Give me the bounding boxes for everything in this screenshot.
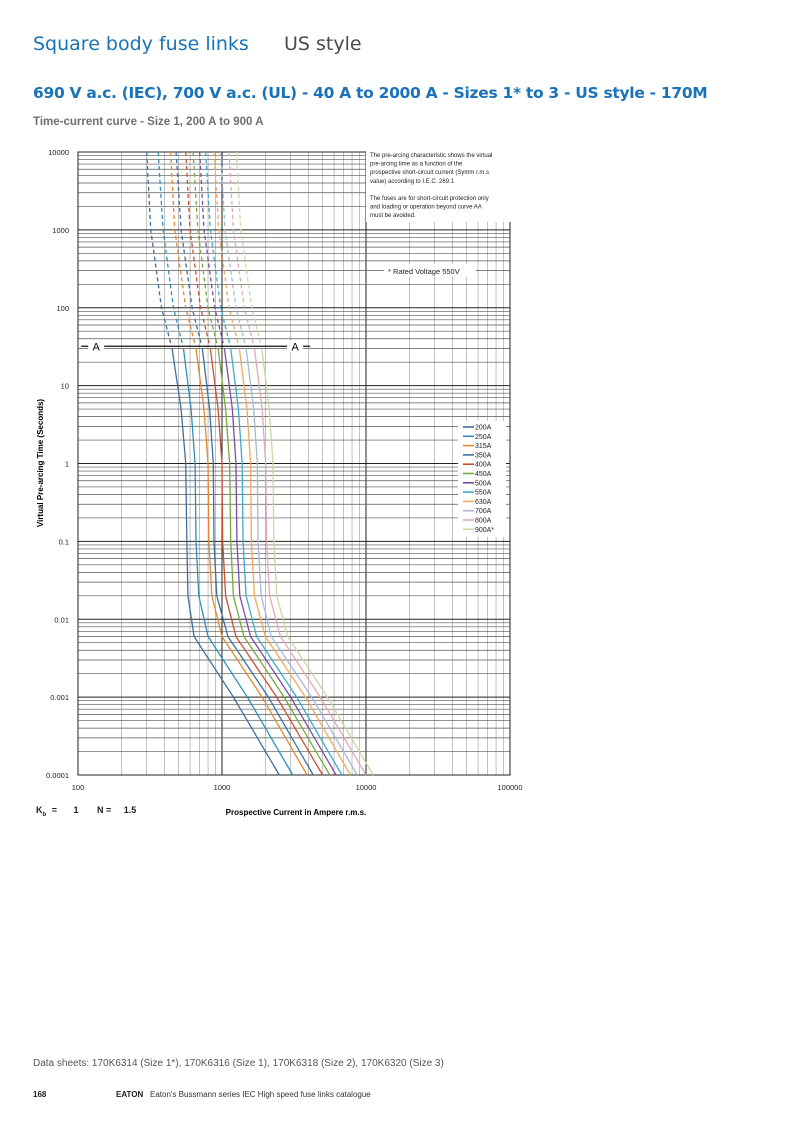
series-curve-dashed xyxy=(171,152,196,345)
series-curve-dashed xyxy=(193,152,217,345)
legend-label: 250A xyxy=(475,433,492,441)
kb-label-text: K xyxy=(36,805,43,815)
y-tick-label: 10000 xyxy=(48,148,69,157)
footer-datasheets: Data sheets: 170K6314 (Size 1*), 170K6316 (Size 1), 170K6318 (Size 2), 170K6320 (Size 3) xyxy=(33,1058,444,1069)
note-bg xyxy=(366,148,512,222)
legend-label: 550A xyxy=(475,489,492,497)
note-line: and loading or operation beyond curve AA xyxy=(370,204,482,211)
rated-voltage-group xyxy=(384,264,476,277)
legend-label: 200A xyxy=(475,424,492,432)
n-value: 1.5 xyxy=(123,805,137,815)
y-tick-label: 0.001 xyxy=(50,693,69,703)
note-line: prospective short-circuit current (Symm r.m.s xyxy=(370,170,490,177)
series-curve-dashed xyxy=(229,152,254,345)
y-tick-label: 0.0001 xyxy=(46,771,69,780)
legend-label: 400A xyxy=(475,461,492,469)
page-number: 168 xyxy=(33,1090,47,1099)
kb-label xyxy=(36,805,46,818)
kb-equals: = xyxy=(51,805,57,815)
legend-label: 800A xyxy=(475,517,492,525)
aa-label-left: A xyxy=(92,341,100,354)
y-tick-label: 0.1 xyxy=(58,537,69,547)
series-curve-dashed xyxy=(214,152,239,345)
note-line: The fuses are for short-circuit protection only xyxy=(370,196,489,202)
x-tick-label: 10000 xyxy=(355,783,377,792)
legend-label: 315A xyxy=(475,443,492,451)
legend xyxy=(458,421,506,537)
series-curve-dashed xyxy=(186,152,210,345)
series-curve xyxy=(262,348,373,775)
aa-line-group xyxy=(81,340,310,353)
aa-label-right: A xyxy=(291,341,299,354)
legend-label: 500A xyxy=(475,480,492,488)
x-tick-label: 1000 xyxy=(213,783,231,792)
legend-label: 630A xyxy=(475,498,492,506)
page-title: 690 V a.c. (IEC), 700 V a.c. (UL) - 40 A to 2000 A - Sizes 1* to 3 - US style - 170M xyxy=(33,84,708,102)
series-curve-dashed xyxy=(206,152,230,345)
y-axis-label: Virtual Pre-arcing Time (Seconds) xyxy=(36,398,45,528)
series-curve-dashed xyxy=(200,152,224,345)
kb-value: 1 xyxy=(73,805,79,815)
note-line: must be avoided. xyxy=(370,213,416,220)
x-tick-label: 100 xyxy=(71,783,85,792)
kb-subscript: b xyxy=(42,811,47,818)
fuse-parameters xyxy=(36,805,136,818)
chart-subtitle: Time-current curve - Size 1, 200 A to 900 A xyxy=(33,116,264,128)
axes xyxy=(46,148,522,792)
legend-label: 900A* xyxy=(475,526,495,534)
note-line: value) according to I.E.C. 269.1 xyxy=(370,178,455,185)
series-curve-dashed xyxy=(158,152,183,345)
n-label: N = xyxy=(97,805,112,815)
series-curve-dashed xyxy=(236,152,261,345)
series-curve-dashed xyxy=(221,152,246,345)
note-line: pre-arcing time as a function of the xyxy=(370,161,463,168)
rated-voltage-note: * Rated Voltage 550V xyxy=(388,267,460,276)
series-curve xyxy=(254,348,366,775)
header-style: US style xyxy=(284,33,362,55)
grid xyxy=(78,152,510,775)
y-tick-label: 100 xyxy=(56,303,69,313)
chart-note xyxy=(366,148,512,222)
y-tick-label: 10 xyxy=(60,381,69,391)
series-curve-dashed xyxy=(176,152,201,345)
footer-brand: EATON xyxy=(116,1090,144,1099)
x-axis-label: Prospective Current in Ampere r.m.s. xyxy=(225,808,367,817)
y-tick-label: 0.01 xyxy=(54,615,69,625)
note-line: The pre-arcing characteristic shows the virtual xyxy=(370,153,493,159)
footer-catalogue: Eaton's Bussmann series IEC High speed fuse links catalogue xyxy=(150,1090,371,1099)
header-product: Square body fuse links xyxy=(33,33,249,55)
series-curve xyxy=(210,348,322,775)
legend-label: 450A xyxy=(475,471,492,478)
x-tick-label: 100000 xyxy=(497,783,523,792)
legend-label: 700A xyxy=(475,508,492,516)
series-curve-dashed xyxy=(147,152,171,345)
y-tick-label: 1000 xyxy=(52,225,69,235)
legend-label: 350A xyxy=(475,452,492,460)
y-tick-label: 1 xyxy=(64,459,69,469)
